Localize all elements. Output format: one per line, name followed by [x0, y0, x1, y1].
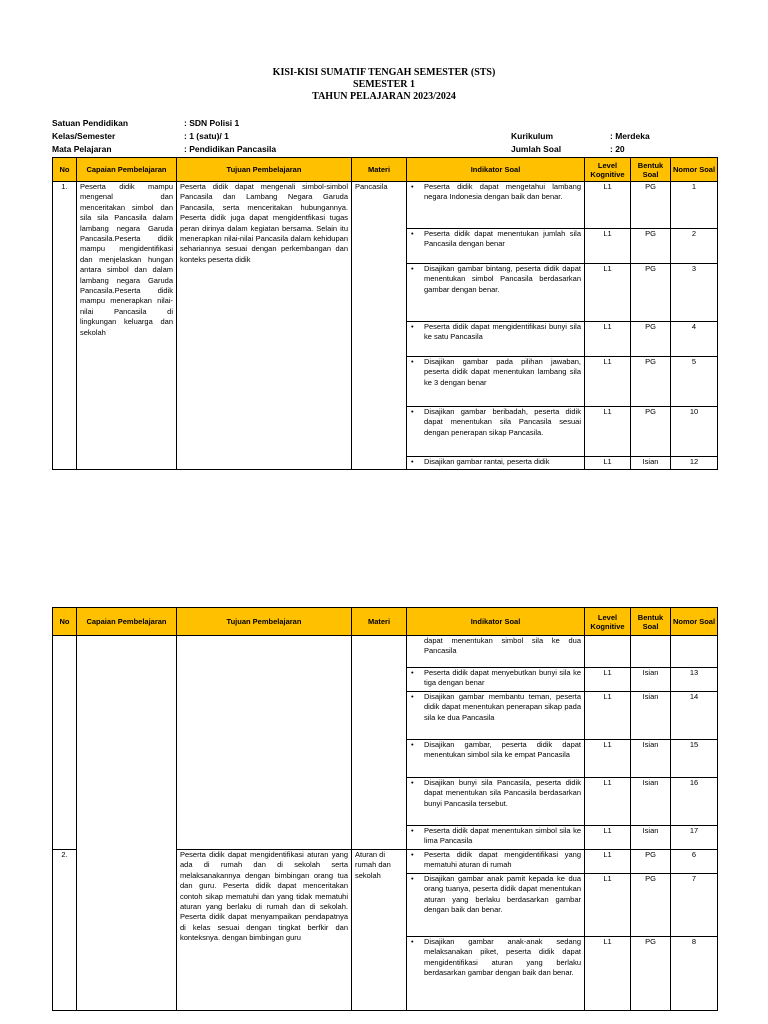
level-cell: L1: [585, 740, 631, 778]
bentuk-cell: PG: [631, 357, 671, 407]
bentuk-cell: PG: [631, 322, 671, 357]
bentuk-cell: PG: [631, 937, 671, 1011]
bullet-icon: •: [411, 264, 414, 273]
indikator-cell: [407, 692, 585, 740]
table-row: [53, 636, 718, 668]
kurikulum-label: Kurikulum: [511, 131, 554, 141]
indikator-cell: [407, 937, 585, 1011]
header-nomor: Nomor Soal: [671, 158, 718, 182]
row-no: 1.: [53, 182, 77, 470]
indikator-text: dapat menentukan simbol sila ke dua Pancasila: [424, 636, 581, 656]
indikator-cell: [407, 407, 585, 457]
indikator-cell: [407, 322, 585, 357]
indikator-text: Peserta didik dapat mengetahui lambang negara Indonesia dengan baik dan benar.: [424, 182, 581, 202]
bentuk-cell: Isian: [631, 457, 671, 470]
indikator-text: Disajikan gambar anak-anak sedang melaksanakan piket, peserta didik dapat mengidentifikasi aturan yang berlaku berdasarkan gambar dengan baik dan benar.: [424, 937, 581, 978]
bullet-icon: •: [411, 229, 414, 238]
bentuk-cell: PG: [631, 874, 671, 937]
indikator-text: Disajikan gambar anak pamit kepada ke dua orang tuanya, peserta didik dapat menentukan aturan yang berlaku berdasarkan gambar dengan baik dan benar.: [424, 874, 581, 915]
satuan-value: : SDN Polisi 1: [184, 118, 240, 128]
jumlah-label: Jumlah Soal: [511, 144, 562, 154]
header-tujuan: Tujuan Pembelajaran: [177, 158, 352, 182]
header-materi: Materi: [352, 608, 407, 636]
capaian-text: [77, 636, 177, 1011]
header-nomor: Nomor Soal: [671, 608, 718, 636]
tujuan-text: Peserta didik dapat mengenali simbol-simbol Pancasila dan Lambang Negara Garuda Pancasila, serta menceritakan hubungannya. Peserta didik juga dapat mengidentfikasi tugas peran dirinya dalam kegiatan bersama. Selain itu menerapkan nilai-nilai Pancasila dalam kehidupan sehariannya sesuai dengan perkembangan dan konteks peserta didik: [177, 182, 352, 470]
indikator-cell: [407, 850, 585, 874]
nomor-cell: 10: [671, 407, 718, 457]
nomor-cell: 2: [671, 229, 718, 264]
level-cell: L1: [585, 850, 631, 874]
indikator-cell: [407, 357, 585, 407]
kisi-table-page2: [52, 607, 718, 1011]
level-cell: L1: [585, 826, 631, 850]
bullet-icon: •: [411, 740, 414, 749]
indikator-text: Disajikan bunyi sila Pancasila, peserta didik dapat menentukan sila Pancasila berdasarkan bunyi Pancasila tersebut.: [424, 778, 581, 808]
materi-text: Pancasila: [352, 182, 407, 470]
header-no: No: [53, 158, 77, 182]
jumlah-value: : 20: [610, 144, 625, 154]
nomor-cell: [671, 636, 718, 668]
bullet-icon: •: [411, 826, 414, 835]
materi-text: Aturan di rumah dan sekolah: [352, 850, 407, 1011]
bentuk-cell: [631, 636, 671, 668]
bentuk-cell: PG: [631, 407, 671, 457]
header-materi: Materi: [352, 158, 407, 182]
level-cell: L1: [585, 692, 631, 740]
indikator-text: Disajikan gambar rantai, peserta didik: [424, 457, 550, 466]
capaian-text: Peserta didik mampu mengenal dan menceritakan simbol dan sila sila Pancasila dalam lambang negara Garuda Pancasila.Peserta didik mampu mengidentifikasi dan menjelaskan hungan antara simbol dan dalam lambang negara Garuda Pancasila.Peserta didik mampu menerapkan nilai-nilai Pancasila di lingkungan keluarga dan sekolah: [77, 182, 177, 470]
bentuk-cell: Isian: [631, 668, 671, 692]
semester-title: SEMESTER 1: [353, 79, 415, 90]
indikator-cell: [407, 636, 585, 668]
bullet-icon: •: [411, 322, 414, 331]
nomor-cell: 13: [671, 668, 718, 692]
header-capaian: Capaian Pembelajaran: [77, 158, 177, 182]
table-header-row: [53, 608, 718, 636]
materi-text: [352, 636, 407, 850]
nomor-cell: 3: [671, 264, 718, 322]
level-cell: L1: [585, 668, 631, 692]
bentuk-cell: Isian: [631, 692, 671, 740]
bentuk-cell: PG: [631, 850, 671, 874]
indikator-text: Disajikan gambar bintang, peserta didik dapat menentukan simbol Pancasila berdasarkan gambar dengan benar.: [424, 264, 581, 294]
header-no: No: [53, 608, 77, 636]
indikator-text: Peserta didik dapat mengidentifikasi yang mematuhi aturan di rumah: [424, 850, 581, 870]
kurikulum-value: : Merdeka: [610, 131, 650, 141]
bentuk-cell: PG: [631, 182, 671, 229]
bentuk-cell: Isian: [631, 826, 671, 850]
indikator-text: Peserta didik dapat menentukan simbol sila ke lima Pancasila: [424, 826, 581, 846]
kelas-label: Kelas/Semester: [52, 131, 116, 141]
level-cell: L1: [585, 357, 631, 407]
indikator-text: Peserta didik dapat menyebutkan bunyi sila ke tiga dengan benar: [424, 668, 581, 688]
level-cell: L1: [585, 874, 631, 937]
indikator-cell: [407, 740, 585, 778]
bullet-icon: •: [411, 457, 414, 466]
bullet-icon: •: [411, 850, 414, 859]
bullet-icon: •: [411, 778, 414, 787]
table-row: [53, 182, 718, 229]
nomor-cell: 7: [671, 874, 718, 937]
level-cell: L1: [585, 322, 631, 357]
bullet-icon: •: [411, 668, 414, 677]
nomor-cell: 4: [671, 322, 718, 357]
level-cell: [585, 636, 631, 668]
bentuk-cell: Isian: [631, 740, 671, 778]
header-capaian: Capaian Pembelajaran: [77, 608, 177, 636]
nomor-cell: 15: [671, 740, 718, 778]
satuan-label: Satuan Pendidikan: [52, 118, 129, 128]
level-cell: L1: [585, 778, 631, 826]
bullet-icon: •: [411, 407, 414, 416]
level-cell: L1: [585, 182, 631, 229]
mapel-label: Mata Pelajaran: [52, 144, 112, 154]
nomor-cell: 8: [671, 937, 718, 1011]
indikator-text: Disajikan gambar beribadah, peserta didik dapat menentukan sila Pancasila sesuai dengan penerapan sikap Pancasila.: [424, 407, 581, 437]
indikator-cell: [407, 874, 585, 937]
nomor-cell: 6: [671, 850, 718, 874]
nomor-cell: 12: [671, 457, 718, 470]
tujuan-text: [177, 636, 352, 850]
bullet-icon: •: [411, 937, 414, 946]
indikator-text: Peserta didik dapat mengidentifikasi bunyi sila ke satu Pancasila: [424, 322, 581, 342]
header-indikator: Indikator Soal: [407, 158, 585, 182]
bullet-icon: •: [411, 357, 414, 366]
indikator-cell: [407, 826, 585, 850]
header-bentuk: Bentuk Soal: [631, 608, 671, 636]
level-cell: L1: [585, 407, 631, 457]
indikator-cell: [407, 264, 585, 322]
kisi-table-page1: [52, 157, 718, 470]
bentuk-cell: Isian: [631, 778, 671, 826]
document-title: KISI-KISI SUMATIF TENGAH SEMESTER (STS): [272, 67, 496, 78]
indikator-cell: [407, 182, 585, 229]
bullet-icon: •: [411, 692, 414, 701]
level-cell: L1: [585, 264, 631, 322]
table-header-row: [53, 158, 718, 182]
indikator-text: Peserta didik dapat menentukan jumlah sila Pancasila dengan benar: [424, 229, 581, 249]
header-indikator: Indikator Soal: [407, 608, 585, 636]
tujuan-text: Peserta didik dapat mengidentifikasi aturan yang ada di rumah dan di sekolah serta melaksanakannya dengan bimbingan orang tua dan guru. Peserta didik dapat menceritakan contoh sikap mematuhi dan yang tidak mematuhi aturan yang berlaku di rumah dan di sekolah. Peserta didik dapat menyampaikan pendapatnya di kelas sesuai dengan tingkat berfkir dan konteksnya. dengan bimbingan guru: [177, 850, 352, 1011]
year-title: TAHUN PELAJARAN 2023/2024: [312, 91, 456, 102]
level-cell: L1: [585, 457, 631, 470]
nomor-cell: 14: [671, 692, 718, 740]
nomor-cell: 16: [671, 778, 718, 826]
mapel-value: : Pendidikan Pancasila: [184, 144, 277, 154]
header-bentuk: Bentuk Soal: [631, 158, 671, 182]
indikator-text: Disajikan gambar pada pilihan jawaban, peserta didik dapat menentukan lambang sila ke 3 dengan benar: [424, 357, 581, 387]
header-level: Level Kognitive: [585, 158, 631, 182]
row-no: [53, 636, 77, 850]
bentuk-cell: PG: [631, 264, 671, 322]
indikator-cell: [407, 668, 585, 692]
indikator-cell: [407, 778, 585, 826]
kelas-value: : 1 (satu)/ 1: [184, 131, 229, 141]
nomor-cell: 5: [671, 357, 718, 407]
bentuk-cell: PG: [631, 229, 671, 264]
bullet-icon: •: [411, 182, 414, 191]
indikator-text: Disajikan gambar, peserta didik dapat menentukan simbol sila ke empat Pancasila: [424, 740, 581, 760]
header-level: Level Kognitive: [585, 608, 631, 636]
bullet-icon: •: [411, 874, 414, 883]
nomor-cell: 1: [671, 182, 718, 229]
indikator-cell: [407, 229, 585, 264]
level-cell: L1: [585, 937, 631, 1011]
level-cell: L1: [585, 229, 631, 264]
row-no: 2.: [53, 850, 77, 1011]
indikator-text: Disajikan gambar membantu teman, peserta didik dapat menentukan penerapan sikap pada sila ke dua Pancasila: [424, 692, 581, 722]
nomor-cell: 17: [671, 826, 718, 850]
header-tujuan: Tujuan Pembelajaran: [177, 608, 352, 636]
indikator-cell: [407, 457, 585, 470]
